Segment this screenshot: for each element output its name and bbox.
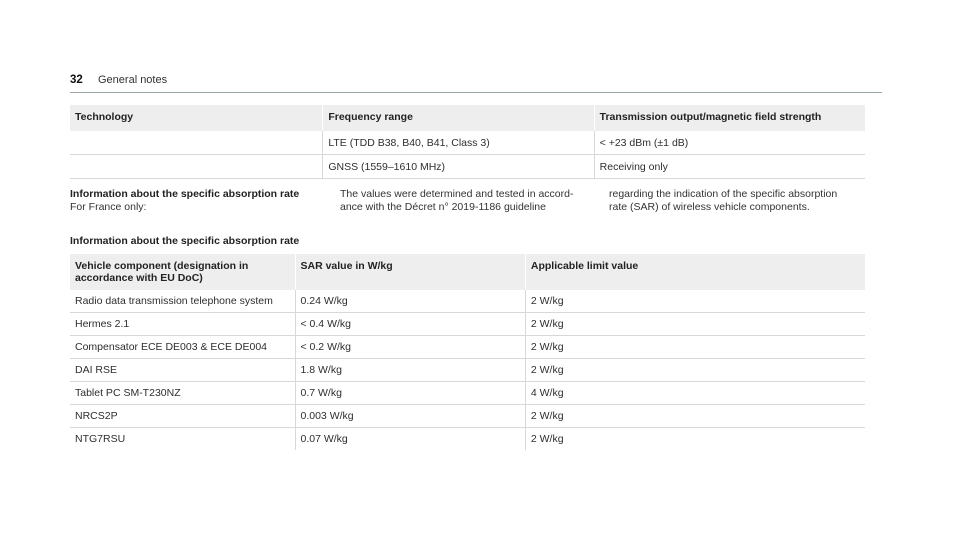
sar-info-france-text: For France only: [70, 200, 147, 213]
sar-info-text-line: ance with the Décret n° 2019-1186 guideline [340, 200, 546, 213]
table-row [70, 405, 865, 428]
table-cell: 2 W/kg [525, 428, 865, 451]
sar-info-heading: Information about the specific absorption rate [70, 188, 300, 200]
table-row [70, 290, 865, 313]
table-cell: Radio data transmission telephone system [70, 290, 295, 313]
table-row [70, 428, 865, 451]
sar-info-text-line: The values were determined and tested in accord- [340, 188, 574, 200]
table-cell: NTG7RSU [75, 433, 126, 445]
table-cell: Compensator ECE DE003 & ECE DE004 [70, 336, 295, 359]
table-cell: GNSS (1559–1610 MHz) [323, 155, 594, 179]
table-cell: < +23 dBm (±1 dB) [594, 131, 865, 155]
table-cell: DAI RSE [70, 359, 295, 382]
section-name: General notes [98, 74, 168, 86]
page-number: 32 [70, 74, 83, 86]
table-cell: LTE (TDD B38, B40, B41, Class 3) [323, 131, 594, 155]
table-cell: 1.8 W/kg [295, 359, 525, 382]
table-row [70, 382, 865, 405]
table-row [70, 131, 865, 155]
table-cell: < 0.2 W/kg [295, 336, 525, 359]
table-header-row [70, 254, 865, 290]
table-header-row [70, 105, 865, 131]
table-cell: 2 W/kg [525, 313, 865, 336]
table-row [70, 313, 865, 336]
table-cell: 0.7 W/kg [295, 382, 525, 405]
table-row [70, 336, 865, 359]
column-header-sar-value: SAR value in W/kg [295, 254, 525, 290]
table-cell: 2 W/kg [525, 336, 865, 359]
column-header-limit-value: Applicable limit value [525, 254, 865, 290]
table-cell: Hermes 2.1 [70, 313, 295, 336]
table-cell: NRCS2P [70, 405, 295, 428]
table-cell [70, 131, 323, 155]
table-cell: < 0.4 W/kg [295, 313, 525, 336]
sar-info-text-line: rate (SAR) of wireless vehicle components. [609, 200, 810, 213]
table-cell: 0.24 W/kg [295, 290, 525, 313]
table-cell: 2 W/kg [525, 359, 865, 382]
table-cell: 2 W/kg [525, 405, 865, 428]
sar-info-middle-column [340, 188, 595, 213]
table-cell: 0.003 W/kg [295, 405, 525, 428]
column-header-technology: Technology [70, 105, 323, 131]
table-cell: 0.07 W/kg [295, 428, 525, 451]
table-cell: 2 W/kg [525, 290, 865, 313]
table-cell: 4 W/kg [525, 382, 865, 405]
column-header-transmission-output: Transmission output/magnetic field strength [594, 105, 865, 131]
sar-info-text-line: regarding the indication of the specific absorption [609, 188, 838, 200]
table-row [70, 155, 865, 179]
table-row [70, 359, 865, 382]
sar-table [70, 254, 865, 450]
column-header-vehicle-component: Vehicle component (designation in accordance with EU DoC) [70, 254, 295, 290]
sar-info-right-column [609, 188, 869, 213]
column-header-frequency-range: Frequency range [323, 105, 594, 131]
page-header [70, 74, 882, 93]
table-cell: Tablet PC SM-T230NZ [70, 382, 295, 405]
sar-info-left-column [70, 188, 310, 213]
table-cell [70, 155, 323, 179]
sar-table-title: Information about the specific absorption rate [70, 235, 300, 247]
technology-table [70, 105, 865, 179]
table-cell: Receiving only [594, 155, 865, 179]
